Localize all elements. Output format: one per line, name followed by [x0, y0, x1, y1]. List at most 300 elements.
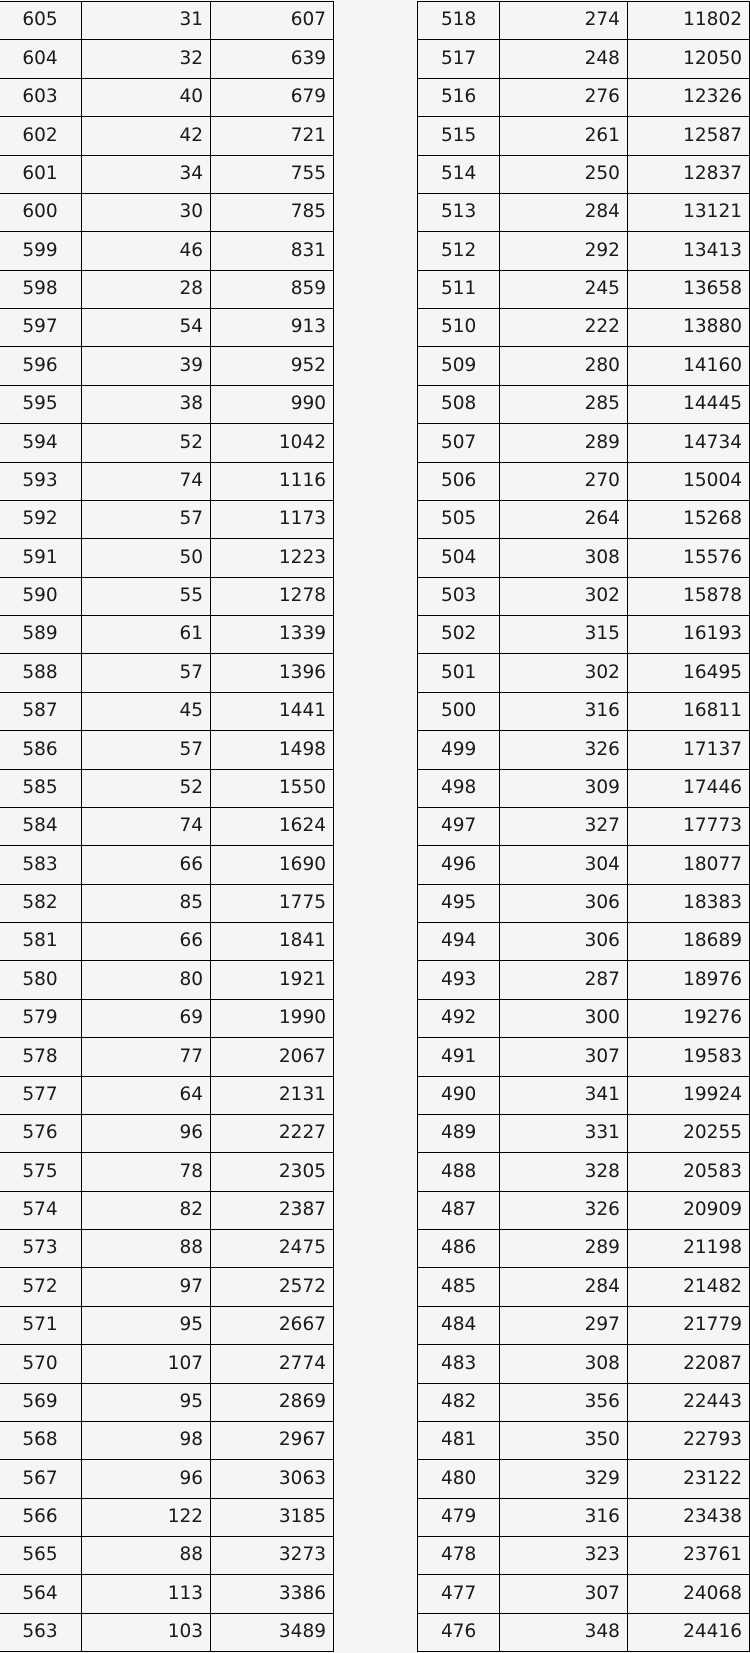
table-row — [0, 1153, 334, 1191]
count-cell: 306 — [500, 884, 628, 922]
table-row — [418, 1498, 750, 1536]
cumulative-cell: 2067 — [211, 1038, 334, 1076]
count-cell: 31 — [82, 2, 211, 40]
count-cell: 50 — [82, 539, 211, 577]
count-cell: 348 — [500, 1613, 628, 1651]
score-cell: 576 — [0, 1114, 82, 1152]
cumulative-cell: 1498 — [211, 731, 334, 769]
score-cell: 476 — [418, 1613, 500, 1651]
count-cell: 341 — [500, 1076, 628, 1114]
cumulative-cell: 13658 — [627, 270, 749, 308]
count-cell: 308 — [500, 1345, 628, 1383]
table-row — [0, 309, 334, 347]
score-cell: 489 — [418, 1114, 500, 1152]
table-row — [418, 40, 750, 78]
count-cell: 122 — [82, 1498, 211, 1536]
cumulative-cell: 18976 — [627, 961, 749, 999]
cumulative-cell: 21482 — [627, 1268, 749, 1306]
table-row — [418, 923, 750, 961]
table-row — [418, 731, 750, 769]
cumulative-cell: 1550 — [211, 769, 334, 807]
cumulative-cell: 607 — [211, 2, 334, 40]
table-row — [0, 1306, 334, 1344]
score-cell: 518 — [418, 2, 500, 40]
score-cell: 486 — [418, 1230, 500, 1268]
cumulative-cell: 755 — [211, 155, 334, 193]
table-row — [0, 193, 334, 231]
score-cell: 498 — [418, 769, 500, 807]
count-cell: 302 — [500, 577, 628, 615]
table-row — [0, 884, 334, 922]
score-cell: 487 — [418, 1191, 500, 1229]
table-row — [418, 270, 750, 308]
count-cell: 316 — [500, 692, 628, 730]
table-row — [0, 155, 334, 193]
score-cell: 512 — [418, 232, 500, 270]
cumulative-cell: 19583 — [627, 1038, 749, 1076]
count-cell: 97 — [82, 1268, 211, 1306]
count-cell: 304 — [500, 846, 628, 884]
score-cell: 571 — [0, 1306, 82, 1344]
score-table-left — [0, 1, 334, 1652]
score-cell: 499 — [418, 731, 500, 769]
table-row — [418, 654, 750, 692]
count-cell: 34 — [82, 155, 211, 193]
cumulative-cell: 3489 — [211, 1613, 334, 1651]
count-cell: 96 — [82, 1114, 211, 1152]
cumulative-cell: 18383 — [627, 884, 749, 922]
cumulative-cell: 859 — [211, 270, 334, 308]
count-cell: 55 — [82, 577, 211, 615]
score-cell: 588 — [0, 654, 82, 692]
count-cell: 316 — [500, 1498, 628, 1536]
table-row — [418, 385, 750, 423]
count-cell: 61 — [82, 616, 211, 654]
score-cell: 490 — [418, 1076, 500, 1114]
cumulative-cell: 1042 — [211, 424, 334, 462]
score-cell: 605 — [0, 2, 82, 40]
score-cell: 604 — [0, 40, 82, 78]
table-row — [418, 961, 750, 999]
count-cell: 85 — [82, 884, 211, 922]
count-cell: 284 — [500, 193, 628, 231]
count-cell: 307 — [500, 1038, 628, 1076]
cumulative-cell: 12587 — [627, 117, 749, 155]
cumulative-cell: 1278 — [211, 577, 334, 615]
score-cell: 579 — [0, 999, 82, 1037]
score-cell: 503 — [418, 577, 500, 615]
score-cell: 586 — [0, 731, 82, 769]
cumulative-cell: 12837 — [627, 155, 749, 193]
cumulative-cell: 3386 — [211, 1575, 334, 1613]
table-row — [418, 884, 750, 922]
score-cell: 565 — [0, 1537, 82, 1575]
score-cell: 481 — [418, 1421, 500, 1459]
cumulative-cell: 13880 — [627, 309, 749, 347]
count-cell: 88 — [82, 1230, 211, 1268]
table-row — [0, 692, 334, 730]
table-row — [418, 692, 750, 730]
cumulative-cell: 15878 — [627, 577, 749, 615]
count-cell: 289 — [500, 1230, 628, 1268]
score-cell: 511 — [418, 270, 500, 308]
cumulative-cell: 14160 — [627, 347, 749, 385]
score-cell: 584 — [0, 807, 82, 845]
table-row — [0, 616, 334, 654]
cumulative-cell: 913 — [211, 309, 334, 347]
cumulative-cell: 17137 — [627, 731, 749, 769]
cumulative-cell: 21198 — [627, 1230, 749, 1268]
cumulative-cell: 2131 — [211, 1076, 334, 1114]
score-cell: 587 — [0, 692, 82, 730]
table-row — [0, 731, 334, 769]
count-cell: 250 — [500, 155, 628, 193]
table-row — [418, 1575, 750, 1613]
cumulative-cell: 952 — [211, 347, 334, 385]
cumulative-cell: 639 — [211, 40, 334, 78]
table-row — [418, 1076, 750, 1114]
score-cell: 567 — [0, 1460, 82, 1498]
score-cell: 517 — [418, 40, 500, 78]
cumulative-cell: 20909 — [627, 1191, 749, 1229]
count-cell: 66 — [82, 923, 211, 961]
score-cell: 594 — [0, 424, 82, 462]
count-cell: 292 — [500, 232, 628, 270]
score-cell: 516 — [418, 78, 500, 116]
score-cell: 510 — [418, 309, 500, 347]
count-cell: 300 — [500, 999, 628, 1037]
table-row — [418, 193, 750, 231]
score-cell: 602 — [0, 117, 82, 155]
count-cell: 74 — [82, 807, 211, 845]
score-cell: 597 — [0, 309, 82, 347]
count-cell: 40 — [82, 78, 211, 116]
count-cell: 28 — [82, 270, 211, 308]
cumulative-cell: 12050 — [627, 40, 749, 78]
table-row — [0, 500, 334, 538]
count-cell: 327 — [500, 807, 628, 845]
table-row — [418, 117, 750, 155]
table-row — [418, 1306, 750, 1344]
score-cell: 566 — [0, 1498, 82, 1536]
score-cell: 514 — [418, 155, 500, 193]
table-row — [0, 961, 334, 999]
cumulative-cell: 831 — [211, 232, 334, 270]
table-row — [0, 1345, 334, 1383]
count-cell: 30 — [82, 193, 211, 231]
cumulative-cell: 721 — [211, 117, 334, 155]
score-table-right-body — [418, 2, 750, 1652]
cumulative-cell: 24416 — [627, 1613, 749, 1651]
table-row — [418, 424, 750, 462]
cumulative-cell: 15268 — [627, 500, 749, 538]
cumulative-cell: 3063 — [211, 1460, 334, 1498]
cumulative-cell: 2387 — [211, 1191, 334, 1229]
cumulative-cell: 15576 — [627, 539, 749, 577]
table-row — [0, 1191, 334, 1229]
table-row — [0, 1076, 334, 1114]
score-cell: 570 — [0, 1345, 82, 1383]
table-row — [0, 1268, 334, 1306]
score-cell: 508 — [418, 385, 500, 423]
count-cell: 57 — [82, 654, 211, 692]
cumulative-cell: 18077 — [627, 846, 749, 884]
score-table-right — [417, 1, 750, 1652]
cumulative-cell: 1690 — [211, 846, 334, 884]
score-cell: 497 — [418, 807, 500, 845]
score-cell: 495 — [418, 884, 500, 922]
count-cell: 350 — [500, 1421, 628, 1459]
count-cell: 329 — [500, 1460, 628, 1498]
count-cell: 274 — [500, 2, 628, 40]
table-row — [418, 577, 750, 615]
count-cell: 261 — [500, 117, 628, 155]
cumulative-cell: 2572 — [211, 1268, 334, 1306]
count-cell: 42 — [82, 117, 211, 155]
count-cell: 264 — [500, 500, 628, 538]
table-row — [0, 40, 334, 78]
score-cell: 478 — [418, 1537, 500, 1575]
table-row — [0, 1575, 334, 1613]
score-cell: 563 — [0, 1613, 82, 1651]
table-row — [0, 78, 334, 116]
table-row — [0, 1038, 334, 1076]
cumulative-cell: 16495 — [627, 654, 749, 692]
table-row — [0, 1421, 334, 1459]
count-cell: 39 — [82, 347, 211, 385]
score-cell: 483 — [418, 1345, 500, 1383]
count-cell: 64 — [82, 1076, 211, 1114]
score-cell: 480 — [418, 1460, 500, 1498]
score-cell: 485 — [418, 1268, 500, 1306]
count-cell: 103 — [82, 1613, 211, 1651]
score-cell: 600 — [0, 193, 82, 231]
count-cell: 285 — [500, 385, 628, 423]
score-cell: 574 — [0, 1191, 82, 1229]
count-cell: 69 — [82, 999, 211, 1037]
score-cell: 493 — [418, 961, 500, 999]
cumulative-cell: 2475 — [211, 1230, 334, 1268]
cumulative-cell: 12326 — [627, 78, 749, 116]
cumulative-cell: 20255 — [627, 1114, 749, 1152]
table-row — [418, 1537, 750, 1575]
table-row — [0, 577, 334, 615]
cumulative-cell: 1396 — [211, 654, 334, 692]
score-cell: 598 — [0, 270, 82, 308]
cumulative-cell: 22793 — [627, 1421, 749, 1459]
table-row — [0, 462, 334, 500]
cumulative-cell: 2667 — [211, 1306, 334, 1344]
table-row — [418, 1268, 750, 1306]
score-cell: 496 — [418, 846, 500, 884]
table-row — [418, 78, 750, 116]
cumulative-cell: 11802 — [627, 2, 749, 40]
score-cell: 502 — [418, 616, 500, 654]
table-row — [418, 1613, 750, 1651]
table-row — [0, 270, 334, 308]
score-cell: 595 — [0, 385, 82, 423]
table-row — [418, 309, 750, 347]
cumulative-cell: 1223 — [211, 539, 334, 577]
score-cell: 513 — [418, 193, 500, 231]
score-cell: 494 — [418, 923, 500, 961]
score-cell: 596 — [0, 347, 82, 385]
table-row — [0, 1498, 334, 1536]
cumulative-cell: 2305 — [211, 1153, 334, 1191]
cumulative-cell: 1339 — [211, 616, 334, 654]
count-cell: 289 — [500, 424, 628, 462]
table-row — [418, 1460, 750, 1498]
cumulative-cell: 1775 — [211, 884, 334, 922]
count-cell: 95 — [82, 1306, 211, 1344]
count-cell: 280 — [500, 347, 628, 385]
count-cell: 287 — [500, 961, 628, 999]
count-cell: 38 — [82, 385, 211, 423]
count-cell: 284 — [500, 1268, 628, 1306]
table-row — [418, 1153, 750, 1191]
cumulative-cell: 3273 — [211, 1537, 334, 1575]
count-cell: 113 — [82, 1575, 211, 1613]
score-cell: 590 — [0, 577, 82, 615]
table-row — [418, 232, 750, 270]
cumulative-cell: 990 — [211, 385, 334, 423]
score-cell: 603 — [0, 78, 82, 116]
cumulative-cell: 23438 — [627, 1498, 749, 1536]
cumulative-cell: 24068 — [627, 1575, 749, 1613]
count-cell: 66 — [82, 846, 211, 884]
score-cell: 564 — [0, 1575, 82, 1613]
score-cell: 488 — [418, 1153, 500, 1191]
cumulative-cell: 2869 — [211, 1383, 334, 1421]
table-row — [0, 654, 334, 692]
table-row — [0, 846, 334, 884]
table-row — [418, 769, 750, 807]
count-cell: 309 — [500, 769, 628, 807]
cumulative-cell: 21779 — [627, 1306, 749, 1344]
table-row — [0, 117, 334, 155]
count-cell: 98 — [82, 1421, 211, 1459]
score-cell: 507 — [418, 424, 500, 462]
score-cell: 583 — [0, 846, 82, 884]
score-cell: 491 — [418, 1038, 500, 1076]
score-cell: 479 — [418, 1498, 500, 1536]
table-row — [418, 1114, 750, 1152]
cumulative-cell: 2774 — [211, 1345, 334, 1383]
count-cell: 245 — [500, 270, 628, 308]
count-cell: 46 — [82, 232, 211, 270]
cumulative-cell: 1841 — [211, 923, 334, 961]
table-row — [0, 347, 334, 385]
table-row — [0, 1114, 334, 1152]
score-cell: 506 — [418, 462, 500, 500]
score-cell: 569 — [0, 1383, 82, 1421]
cumulative-cell: 13121 — [627, 193, 749, 231]
cumulative-cell: 1990 — [211, 999, 334, 1037]
score-cell: 482 — [418, 1383, 500, 1421]
cumulative-cell: 16193 — [627, 616, 749, 654]
table-row — [418, 616, 750, 654]
score-cell: 477 — [418, 1575, 500, 1613]
table-row — [0, 424, 334, 462]
cumulative-cell: 14445 — [627, 385, 749, 423]
table-row — [418, 347, 750, 385]
score-cell: 581 — [0, 923, 82, 961]
count-cell: 356 — [500, 1383, 628, 1421]
cumulative-cell: 19276 — [627, 999, 749, 1037]
score-cell: 492 — [418, 999, 500, 1037]
count-cell: 297 — [500, 1306, 628, 1344]
table-row — [0, 1230, 334, 1268]
score-cell: 504 — [418, 539, 500, 577]
table-row — [418, 155, 750, 193]
table-row — [418, 500, 750, 538]
cumulative-cell: 14734 — [627, 424, 749, 462]
score-cell: 509 — [418, 347, 500, 385]
count-cell: 52 — [82, 424, 211, 462]
cumulative-cell: 1624 — [211, 807, 334, 845]
cumulative-cell: 16811 — [627, 692, 749, 730]
cumulative-cell: 15004 — [627, 462, 749, 500]
cumulative-cell: 1116 — [211, 462, 334, 500]
count-cell: 323 — [500, 1537, 628, 1575]
cumulative-cell: 20583 — [627, 1153, 749, 1191]
score-cell: 572 — [0, 1268, 82, 1306]
table-row — [0, 232, 334, 270]
cumulative-cell: 22087 — [627, 1345, 749, 1383]
table-row — [0, 807, 334, 845]
score-cell: 573 — [0, 1230, 82, 1268]
count-cell: 326 — [500, 731, 628, 769]
cumulative-cell: 2227 — [211, 1114, 334, 1152]
table-row — [418, 539, 750, 577]
cumulative-cell: 3185 — [211, 1498, 334, 1536]
count-cell: 270 — [500, 462, 628, 500]
count-cell: 32 — [82, 40, 211, 78]
score-cell: 577 — [0, 1076, 82, 1114]
count-cell: 307 — [500, 1575, 628, 1613]
table-row — [418, 1038, 750, 1076]
count-cell: 306 — [500, 923, 628, 961]
table-row — [0, 2, 334, 40]
count-cell: 276 — [500, 78, 628, 116]
count-cell: 80 — [82, 961, 211, 999]
cumulative-cell: 17446 — [627, 769, 749, 807]
score-cell: 601 — [0, 155, 82, 193]
table-row — [0, 923, 334, 961]
table-row — [418, 462, 750, 500]
table-row — [418, 1421, 750, 1459]
cumulative-cell: 785 — [211, 193, 334, 231]
score-cell: 568 — [0, 1421, 82, 1459]
count-cell: 95 — [82, 1383, 211, 1421]
table-row — [0, 1383, 334, 1421]
score-cell: 484 — [418, 1306, 500, 1344]
count-cell: 315 — [500, 616, 628, 654]
count-cell: 54 — [82, 309, 211, 347]
count-cell: 74 — [82, 462, 211, 500]
count-cell: 57 — [82, 731, 211, 769]
count-cell: 326 — [500, 1191, 628, 1229]
table-row — [0, 1613, 334, 1651]
count-cell: 78 — [82, 1153, 211, 1191]
table-row — [418, 2, 750, 40]
count-cell: 88 — [82, 1537, 211, 1575]
score-cell: 589 — [0, 616, 82, 654]
count-cell: 328 — [500, 1153, 628, 1191]
cumulative-cell: 13413 — [627, 232, 749, 270]
score-cell: 591 — [0, 539, 82, 577]
score-cell: 599 — [0, 232, 82, 270]
